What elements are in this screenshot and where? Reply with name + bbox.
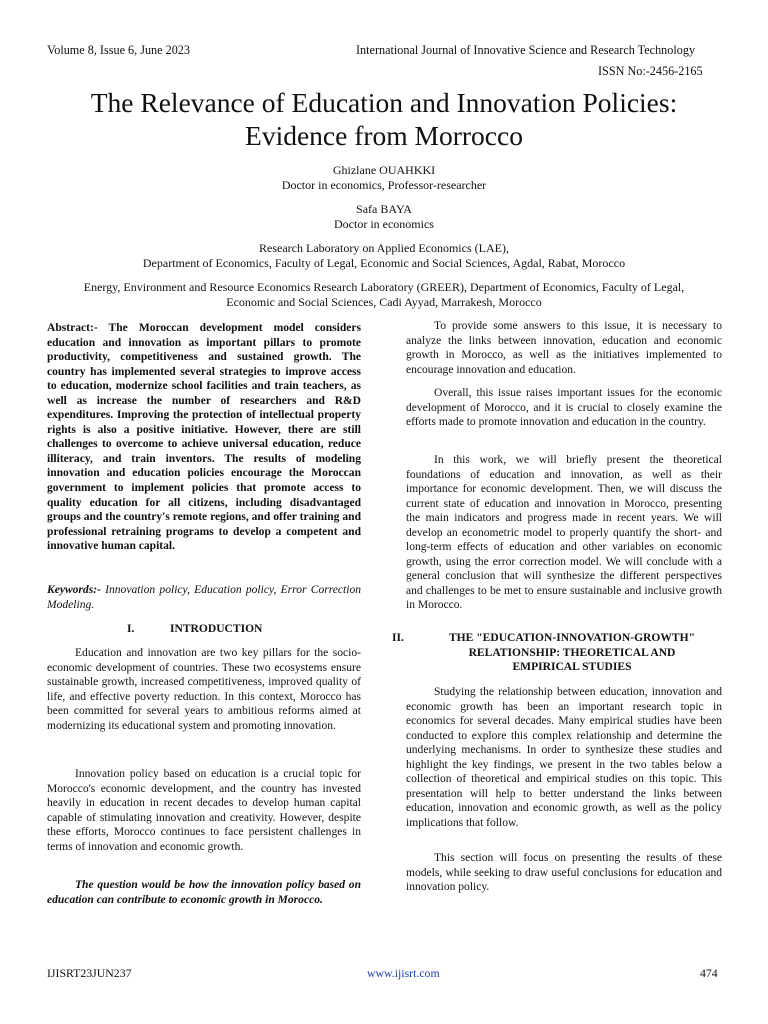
section-2-title bbox=[406, 631, 722, 675]
affiliation-line: Energy, Environment and Resource Economics Research Laboratory (GREER), Department of Economics, Faculty of Legal, bbox=[83, 280, 685, 294]
section-title-line: EMPIRICAL STUDIES bbox=[512, 661, 632, 674]
paragraph-text: This section will focus on presenting the results of these models, while seeking to draw useful conclusions for education and innovation policy. bbox=[406, 852, 722, 894]
section-2-paragraph-2 bbox=[406, 851, 722, 895]
affiliation-1 bbox=[0, 241, 768, 270]
intro-paragraph-1 bbox=[47, 646, 361, 733]
page-number: 474 bbox=[700, 966, 718, 980]
author-name: Safa BAYA bbox=[356, 202, 412, 216]
section-2-paragraph-1 bbox=[406, 685, 722, 830]
right-paragraph-1 bbox=[406, 319, 722, 377]
abstract bbox=[47, 321, 361, 554]
paragraph-text: Innovation policy based on education is a crucial topic for Morocco's economic development, and the country has invested heavily in education in recent decades to develop human capital capable of stimulating innovation and creativity. However, despite these efforts, Morocco continues to face persistent challenges in terms of innovation and economic growth. bbox=[47, 768, 361, 853]
paragraph-text: The question would be how the innovation policy based on education can contribute to economic growth in Morocco. bbox=[47, 879, 361, 906]
paragraph-text: Overall, this issue raises important issues for the economic development of Morocco, and it is crucial to closely examine the efforts made to promote innovation and education in the country. bbox=[406, 387, 722, 429]
research-question bbox=[47, 878, 361, 907]
author-name: Ghizlane OUAHKKI bbox=[332, 163, 436, 177]
section-title-line: THE "EDUCATION-INNOVATION-GROWTH" bbox=[448, 632, 696, 644]
title-line-2: Evidence from Morrocco bbox=[245, 120, 523, 151]
abstract-text: The Moroccan development model considers education and innovation as important pillars to promote productivity, competitiveness and sustained growth. The country has implemented several strategies to improve access to education, modernize school facilities and train teachers, as well as increase the number of researchers and R&D expenditures. Improving the protection of intellectual property rights is also a positive initiative. However, there are still challenges to overcome to achieve universal education, reduce illiteracy, and train inventors. The results of modeling innovation and education policies encourage the Moroccan government to implement policies that promote access to quality education for all citizens, including disadvantaged groups and the country's remote regions, and offer training and professional retraining programs to develop a competent and innovative human capital. bbox=[47, 322, 361, 553]
keywords-text: Innovation policy, Education policy, Error Correction Modeling. bbox=[47, 584, 361, 611]
paper-code: IJISRT23JUN237 bbox=[47, 966, 132, 980]
paragraph-text: To provide some answers to this issue, it is necessary to analyze the links between innovation, education and economic growth in Morocco, as well as the initiatives implemented to encourage innovation and education. bbox=[406, 320, 722, 376]
paper-title bbox=[0, 86, 768, 152]
keywords bbox=[47, 583, 361, 612]
paragraph-text: Education and innovation are two key pillars for the socio-economic development of countries. These two ecosystems ensure sustainable growth, increased competitiveness, improved quality of life, and effective poverty reduction. In this context, Morocco has been committed for several years to ambitious reforms aimed at modernizing its educational system and promoting innovation. bbox=[47, 647, 361, 732]
journal-name: International Journal of Innovative Science and Research Technology bbox=[356, 43, 696, 57]
section-1-title: INTRODUCTION bbox=[170, 623, 263, 635]
right-paragraph-2 bbox=[406, 386, 722, 430]
issn: ISSN No:-2456-2165 bbox=[598, 64, 703, 78]
author-2 bbox=[0, 202, 768, 231]
section-1-number: I. bbox=[127, 623, 135, 635]
intro-paragraph-2 bbox=[47, 767, 361, 854]
journal-website-link[interactable]: www.ijisrt.com bbox=[367, 966, 440, 980]
right-paragraph-3 bbox=[406, 453, 722, 613]
affiliation-line: Department of Economics, Faculty of Legal, Economic and Social Sciences, Agdal, Rabat, Morocco bbox=[142, 255, 626, 270]
author-role: Doctor in economics bbox=[334, 216, 434, 231]
section-2-number: II. bbox=[392, 632, 404, 644]
paragraph-text: In this work, we will briefly present the theoretical foundations of education and innovation, as well as their importance for economic development. Then, we will discuss the current state of education and innovation in Morocco, presenting the main indicators and progress made in recent years. We will develop an econometric model to properly quantify the short- and long-term effects of education and other variables on economic growth, using the error correction model. We will conclude with a general conclusion that will synthesize the different perspectives and challenges to be met to ensure sustainable and inclusive growth in Morocco. bbox=[406, 454, 722, 612]
author-role: Doctor in economics, Professor-researcher bbox=[281, 177, 487, 192]
volume-info: Volume 8, Issue 6, June 2023 bbox=[47, 43, 190, 57]
paragraph-text: Studying the relationship between education, innovation and economic growth has been an important research topic in economics for several decades. Many empirical studies have been conducted to explore this complex relationship and determine the underlying mechanisms. In order to synthesize these studies and highlight the key findings, we present in the two tables below a collection of theoretical and empirical studies on this topic. This presentation will help to better understand the links between education, innovation and economic growth, as well as the policy implications that follow. bbox=[406, 686, 722, 829]
affiliation-2 bbox=[0, 280, 768, 309]
affiliation-line: Research Laboratory on Applied Economics (LAE), bbox=[259, 241, 509, 255]
affiliation-line: Economic and Social Sciences, Cadi Ayyad, Marrakesh, Morocco bbox=[226, 294, 542, 309]
author-1 bbox=[0, 163, 768, 192]
abstract-label: Abstract:- bbox=[47, 322, 98, 334]
section-title-line: RELATIONSHIP: THEORETICAL AND bbox=[468, 646, 676, 659]
title-line-1: The Relevance of Education and Innovation Policies: bbox=[90, 87, 678, 118]
keywords-label: Keywords:- bbox=[47, 584, 101, 596]
